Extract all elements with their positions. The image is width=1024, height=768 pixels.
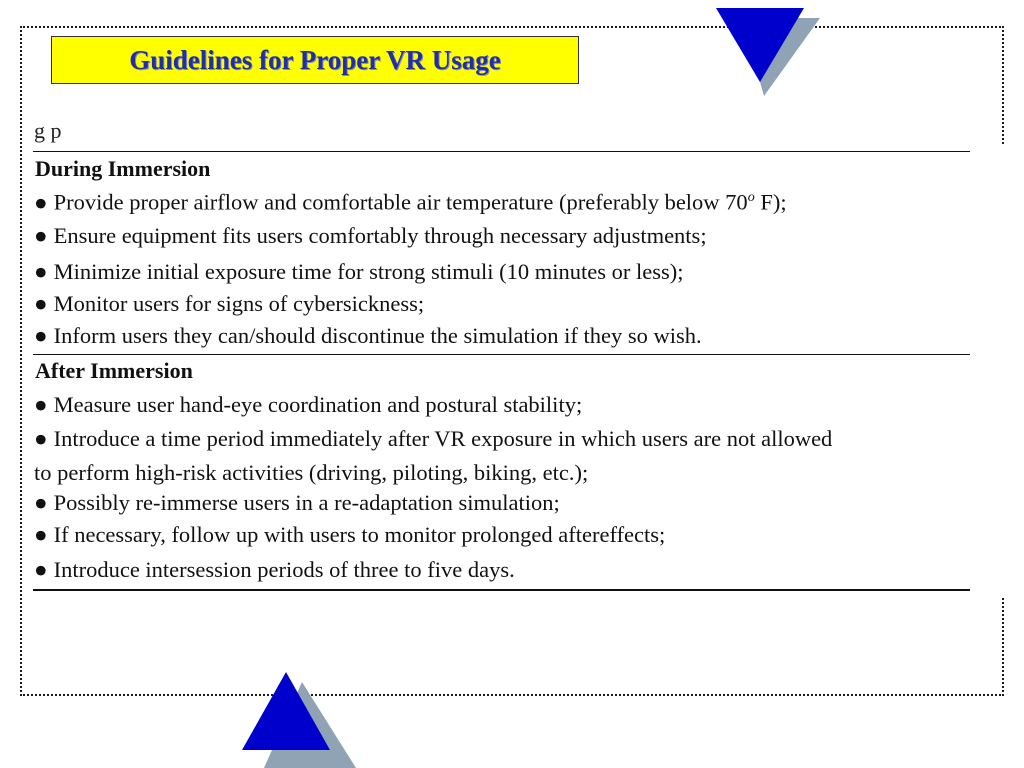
list-item: ● Ensure equipment fits users comfortably through necessary adjustments; xyxy=(34,223,707,248)
section-heading-during: During Immersion xyxy=(35,156,211,181)
list-item-continuation: to perform high-risk activities (driving, piloting, biking, etc.); xyxy=(34,460,589,485)
bullet-icon: ● xyxy=(34,392,48,417)
top-rule xyxy=(33,151,970,152)
cut-text: g p xyxy=(34,126,62,143)
bullet-icon: ● xyxy=(34,522,48,547)
bullet-icon: ● xyxy=(34,291,48,316)
list-item: ● Minimize initial exposure time for strong stimuli (10 minutes or less); xyxy=(34,259,684,284)
bottom-rule xyxy=(33,589,970,591)
bullet-icon: ● xyxy=(34,323,48,348)
section-heading-after: After Immersion xyxy=(35,358,193,383)
bullet-icon: ● xyxy=(34,223,48,248)
bullet-icon: ● xyxy=(34,490,48,515)
up-arrow-icon xyxy=(240,672,356,768)
bullet-icon: ● xyxy=(34,259,48,284)
middle-rule xyxy=(33,354,970,355)
page-title: Guidelines for Proper VR Usage xyxy=(129,44,501,75)
bullet-icon: ● xyxy=(34,557,48,582)
list-item: ● Introduce a time period immediately after VR exposure in which users are not allowed xyxy=(34,426,833,451)
list-item: ● Introduce intersession periods of three to five days. xyxy=(34,557,515,582)
down-arrow-icon xyxy=(716,8,822,100)
title-box xyxy=(51,36,579,84)
cut-text-remnant xyxy=(34,126,254,148)
list-item: ● Provide proper airflow and comfortable air temperature (preferably below 70$^o$ F); xyxy=(34,189,787,215)
list-item: ● If necessary, follow up with users to monitor prolonged aftereffects; xyxy=(34,522,666,547)
list-item: ● Monitor users for signs of cybersickness; xyxy=(34,291,425,316)
list-item: ● Measure user hand-eye coordination and postural stability; xyxy=(34,392,583,417)
list-item: ● Possibly re-immerse users in a re-adaptation simulation; xyxy=(34,490,560,515)
bullet-icon: ● xyxy=(34,189,48,215)
bullet-icon: ● xyxy=(34,426,48,451)
list-item: ● Inform users they can/should discontinue the simulation if they so wish. xyxy=(34,323,702,348)
